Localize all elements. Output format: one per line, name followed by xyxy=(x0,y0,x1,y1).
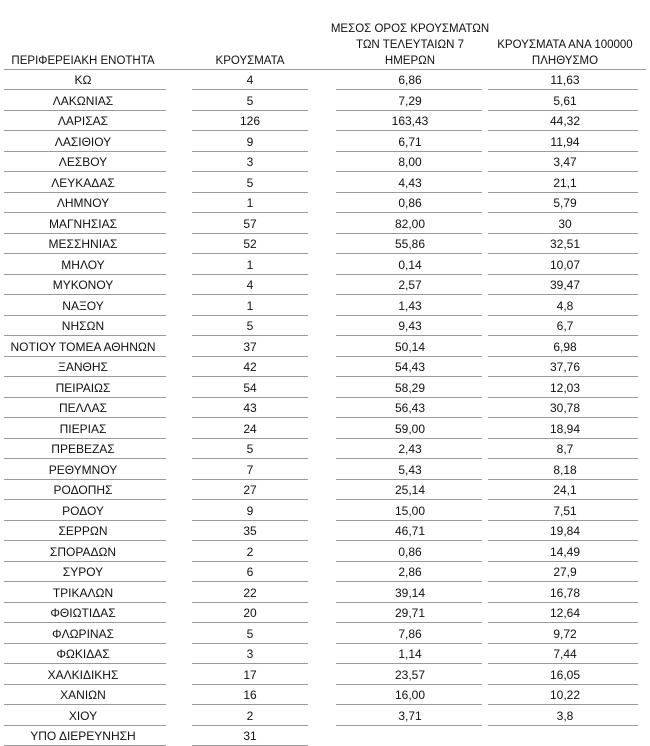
cell-region: ΜΥΚΟΝΟΥ xyxy=(52,278,114,292)
cell-cases: 43 xyxy=(243,401,257,415)
cell-cases: 2 xyxy=(246,708,254,723)
table-row xyxy=(0,296,650,316)
cell-cases: 3 xyxy=(246,647,254,661)
cell-per-100k: 16,05 xyxy=(549,667,581,682)
cell-region: ΣΥΡΟΥ xyxy=(62,565,104,579)
cell-region: ΧΑΝΙΩΝ xyxy=(60,688,106,702)
table-row xyxy=(0,439,650,459)
table-row xyxy=(0,152,650,172)
cell-avg-7days: 0,86 xyxy=(398,196,422,210)
cell-avg-7days: 58,29 xyxy=(394,380,426,395)
table-row xyxy=(0,316,650,336)
cell-cases: 5 xyxy=(246,626,254,641)
cell-avg-7days: 6,86 xyxy=(398,73,422,87)
cell-avg-7days: 82,00 xyxy=(394,216,426,231)
cell-avg-7days: 46,71 xyxy=(394,524,426,538)
cell-region: ΦΛΩΡΙΝΑΣ xyxy=(52,626,114,641)
header-per100k-line1: ΚΡΟΥΣΜΑΤΑ ΑΝΑ 100000 xyxy=(497,39,633,51)
table-row xyxy=(0,337,650,357)
cell-region: ΛΕΣΒΟΥ xyxy=(58,155,108,169)
cell-region: ΚΩ xyxy=(74,73,92,87)
cell-cases: 3 xyxy=(246,155,254,169)
cell-cases: 7 xyxy=(246,462,254,477)
cell-region: ΡΟΔΟΠΗΣ xyxy=(53,483,113,497)
cell-avg-7days: 15,00 xyxy=(394,503,426,518)
cell-cases: 6 xyxy=(246,565,254,579)
cell-region: ΜΕΣΣΗΝΙΑΣ xyxy=(48,237,118,251)
cell-region: ΣΠΟΡΑΔΩΝ xyxy=(49,544,117,559)
cell-cases: 2 xyxy=(246,544,254,559)
cell-cases: 9 xyxy=(246,503,254,518)
cell-region: ΥΠΟ ΔΙΕΡΕΥΝΗΣΗ xyxy=(30,729,136,743)
table-row xyxy=(0,419,650,439)
cell-region: ΠΙΕΡΙΑΣ xyxy=(59,421,107,436)
table-row xyxy=(0,234,650,254)
cell-region: ΜΗΛΟΥ xyxy=(61,257,105,272)
header-avg-7days xyxy=(320,22,500,68)
header-region: ΠΕΡΙΦΕΡΕΙΑΚΗ ΕΝΟΤΗΤΑ xyxy=(11,55,155,67)
cell-region: ΡΕΘΥΜΝΟΥ xyxy=(48,462,118,477)
cell-per-100k: 8,7 xyxy=(556,442,574,456)
cell-avg-7days: 2,57 xyxy=(398,278,422,292)
cell-cases: 5 xyxy=(246,175,254,190)
cell-cases: 126 xyxy=(239,114,261,128)
table-row xyxy=(0,70,650,90)
table-row xyxy=(0,542,650,562)
table-row xyxy=(0,357,650,377)
cell-per-100k: 5,79 xyxy=(553,196,577,210)
cell-per-100k: 30 xyxy=(558,216,572,231)
table-row xyxy=(0,173,650,193)
cell-cases: 42 xyxy=(243,360,257,374)
table-row xyxy=(0,255,650,275)
cell-region: ΛΗΜΝΟΥ xyxy=(56,196,110,210)
cell-region: ΛΑΣΙΘΙΟΥ xyxy=(54,134,112,149)
cell-avg-7days: 3,71 xyxy=(398,708,422,723)
table-row xyxy=(0,665,650,685)
header-per-100k xyxy=(480,38,650,68)
cell-cases: 20 xyxy=(243,606,257,620)
cell-avg-7days: 0,86 xyxy=(398,544,422,559)
table-row xyxy=(0,214,650,234)
table-row xyxy=(0,726,650,746)
cell-per-100k: 6,98 xyxy=(553,339,577,354)
cell-cases: 4 xyxy=(246,278,254,292)
cell-per-100k: 16,78 xyxy=(549,585,581,600)
cell-per-100k: 24,1 xyxy=(553,483,577,497)
cell-avg-7days: 163,43 xyxy=(391,114,429,128)
table-row xyxy=(0,501,650,521)
table-row xyxy=(0,480,650,500)
cell-per-100k: 11,94 xyxy=(550,134,580,149)
cell-region: ΧΙΟΥ xyxy=(68,708,98,723)
cell-avg-7days: 9,43 xyxy=(398,319,422,333)
cell-per-100k: 21,1 xyxy=(553,175,577,190)
cell-per-100k: 30,78 xyxy=(549,401,581,415)
cell-per-100k: 12,64 xyxy=(549,606,581,620)
cell-avg-7days: 0,14 xyxy=(398,257,422,272)
cell-avg-7days: 1,43 xyxy=(398,298,422,313)
cell-cases: 24 xyxy=(243,421,257,436)
cell-per-100k: 10,22 xyxy=(549,688,581,702)
table-row xyxy=(0,111,650,131)
cell-avg-7days: 50,14 xyxy=(394,339,426,354)
cell-region: ΡΟΔΟΥ xyxy=(62,503,104,518)
cell-per-100k: 9,72 xyxy=(553,626,577,641)
table-row xyxy=(0,685,650,705)
cell-avg-7days: 39,14 xyxy=(394,585,426,600)
cell-cases: 5 xyxy=(246,319,254,333)
cell-cases: 16 xyxy=(243,688,257,702)
cell-per-100k: 37,76 xyxy=(549,360,581,374)
cell-avg-7days: 59,00 xyxy=(394,421,426,436)
cell-cases: 57 xyxy=(243,216,257,231)
cell-per-100k: 44,32 xyxy=(549,114,581,128)
cell-cases: 54 xyxy=(243,380,257,395)
table-row xyxy=(0,398,650,418)
table-row xyxy=(0,193,650,213)
cell-per-100k: 7,44 xyxy=(553,647,577,661)
cell-per-100k: 11,63 xyxy=(550,73,580,87)
cell-cases: 5 xyxy=(246,442,254,456)
cell-cases: 5 xyxy=(246,93,254,108)
header-avg-line3: ΗΜΕΡΩΝ xyxy=(384,55,436,67)
cell-per-100k: 7,51 xyxy=(553,503,577,518)
cell-avg-7days: 5,43 xyxy=(398,462,422,477)
cell-region: ΜΑΓΝΗΣΙΑΣ xyxy=(48,216,118,231)
cell-per-100k: 4,8 xyxy=(556,298,574,313)
cell-region: ΛΑΚΩΝΙΑΣ xyxy=(52,93,114,108)
cell-region: ΠΡΕΒΕΖΑΣ xyxy=(51,442,115,456)
cell-per-100k: 10,07 xyxy=(549,257,581,272)
cell-cases: 17 xyxy=(243,667,257,682)
cell-avg-7days: 16,00 xyxy=(394,688,426,702)
cell-per-100k: 19,84 xyxy=(549,524,581,538)
cell-region: ΝΗΣΩΝ xyxy=(61,319,105,333)
cell-region: ΠΕΛΛΑΣ xyxy=(58,401,108,415)
cell-per-100k: 18,94 xyxy=(549,421,581,436)
cell-avg-7days: 1,14 xyxy=(398,647,422,661)
cell-cases: 52 xyxy=(243,237,257,251)
cell-avg-7days: 54,43 xyxy=(394,360,426,374)
cell-per-100k: 27,9 xyxy=(553,565,577,579)
cell-cases: 1 xyxy=(246,196,254,210)
cell-per-100k: 3,47 xyxy=(553,155,577,169)
cell-avg-7days: 29,71 xyxy=(394,606,426,620)
cell-region: ΞΑΝΘΗΣ xyxy=(58,360,108,374)
cell-per-100k: 32,51 xyxy=(549,237,581,251)
cell-region: ΦΩΚΙΔΑΣ xyxy=(56,647,110,661)
cell-avg-7days: 8,00 xyxy=(398,155,422,169)
cell-avg-7days: 7,29 xyxy=(398,93,422,108)
cell-region: ΝΟΤΙΟΥ ΤΟΜΕΑ ΑΘΗΝΩΝ xyxy=(10,339,156,354)
cell-region: ΣΕΡΡΩΝ xyxy=(58,524,108,538)
table-row xyxy=(0,644,650,664)
cell-region: ΠΕΙΡΑΙΩΣ xyxy=(55,380,111,395)
cell-per-100k: 12,03 xyxy=(549,380,581,395)
cell-cases: 9 xyxy=(246,134,254,149)
cell-cases: 1 xyxy=(246,257,254,272)
cell-region: ΝΑΞΟΥ xyxy=(62,298,104,313)
table-row xyxy=(0,583,650,603)
cell-avg-7days: 55,86 xyxy=(394,237,426,251)
cell-avg-7days: 7,86 xyxy=(398,626,422,641)
table-row xyxy=(0,275,650,295)
table-row xyxy=(0,132,650,152)
table-row xyxy=(0,521,650,541)
cell-cases: 35 xyxy=(243,524,257,538)
cell-cases: 37 xyxy=(243,339,257,354)
cell-cases: 27 xyxy=(243,483,257,497)
table-row xyxy=(0,706,650,726)
table-row xyxy=(0,603,650,623)
cell-per-100k: 5,61 xyxy=(553,93,577,108)
cell-region: ΦΘΙΩΤΙΔΑΣ xyxy=(50,606,116,620)
table-row xyxy=(0,460,650,480)
header-avg-line1: ΜΕΣΟΣ ΟΡΟΣ ΚΡΟΥΣΜΑΤΩΝ xyxy=(330,23,490,35)
table-row xyxy=(0,624,650,644)
table-row xyxy=(0,378,650,398)
cell-cases: 1 xyxy=(246,298,254,313)
header-avg-line2: ΤΩΝ ΤΕΛΕΥΤΑΙΩΝ 7 xyxy=(356,39,464,51)
table-row xyxy=(0,91,650,111)
cell-per-100k: 39,47 xyxy=(549,278,581,292)
cell-region: ΧΑΛΚΙΔΙΚΗΣ xyxy=(47,667,119,682)
cell-per-100k: 14,49 xyxy=(549,544,581,559)
cell-cases: 22 xyxy=(243,585,257,600)
cell-avg-7days: 6,71 xyxy=(398,134,422,149)
cell-region: ΛΑΡΙΣΑΣ xyxy=(57,114,109,128)
cell-avg-7days: 4,43 xyxy=(398,175,422,190)
cell-avg-7days: 25,14 xyxy=(394,483,426,497)
cell-per-100k: 3,8 xyxy=(556,708,574,723)
cell-avg-7days: 56,43 xyxy=(394,401,426,415)
cell-region: ΤΡΙΚΑΛΩΝ xyxy=(52,585,114,600)
header-cases: ΚΡΟΥΣΜΑΤΑ xyxy=(215,55,285,67)
cell-region: ΛΕΥΚΑΔΑΣ xyxy=(51,175,115,190)
cell-cases: 4 xyxy=(246,73,254,87)
header-per100k-line2: ΠΛΗΘΥΣΜΟ xyxy=(531,55,599,67)
cell-per-100k: 8,18 xyxy=(553,462,577,477)
cell-per-100k: 6,7 xyxy=(556,319,574,333)
cell-cases: 31 xyxy=(243,729,257,743)
cell-avg-7days: 2,86 xyxy=(398,565,422,579)
table-row xyxy=(0,562,650,582)
cell-avg-7days: 23,57 xyxy=(394,667,426,682)
cell-avg-7days: 2,43 xyxy=(398,442,422,456)
